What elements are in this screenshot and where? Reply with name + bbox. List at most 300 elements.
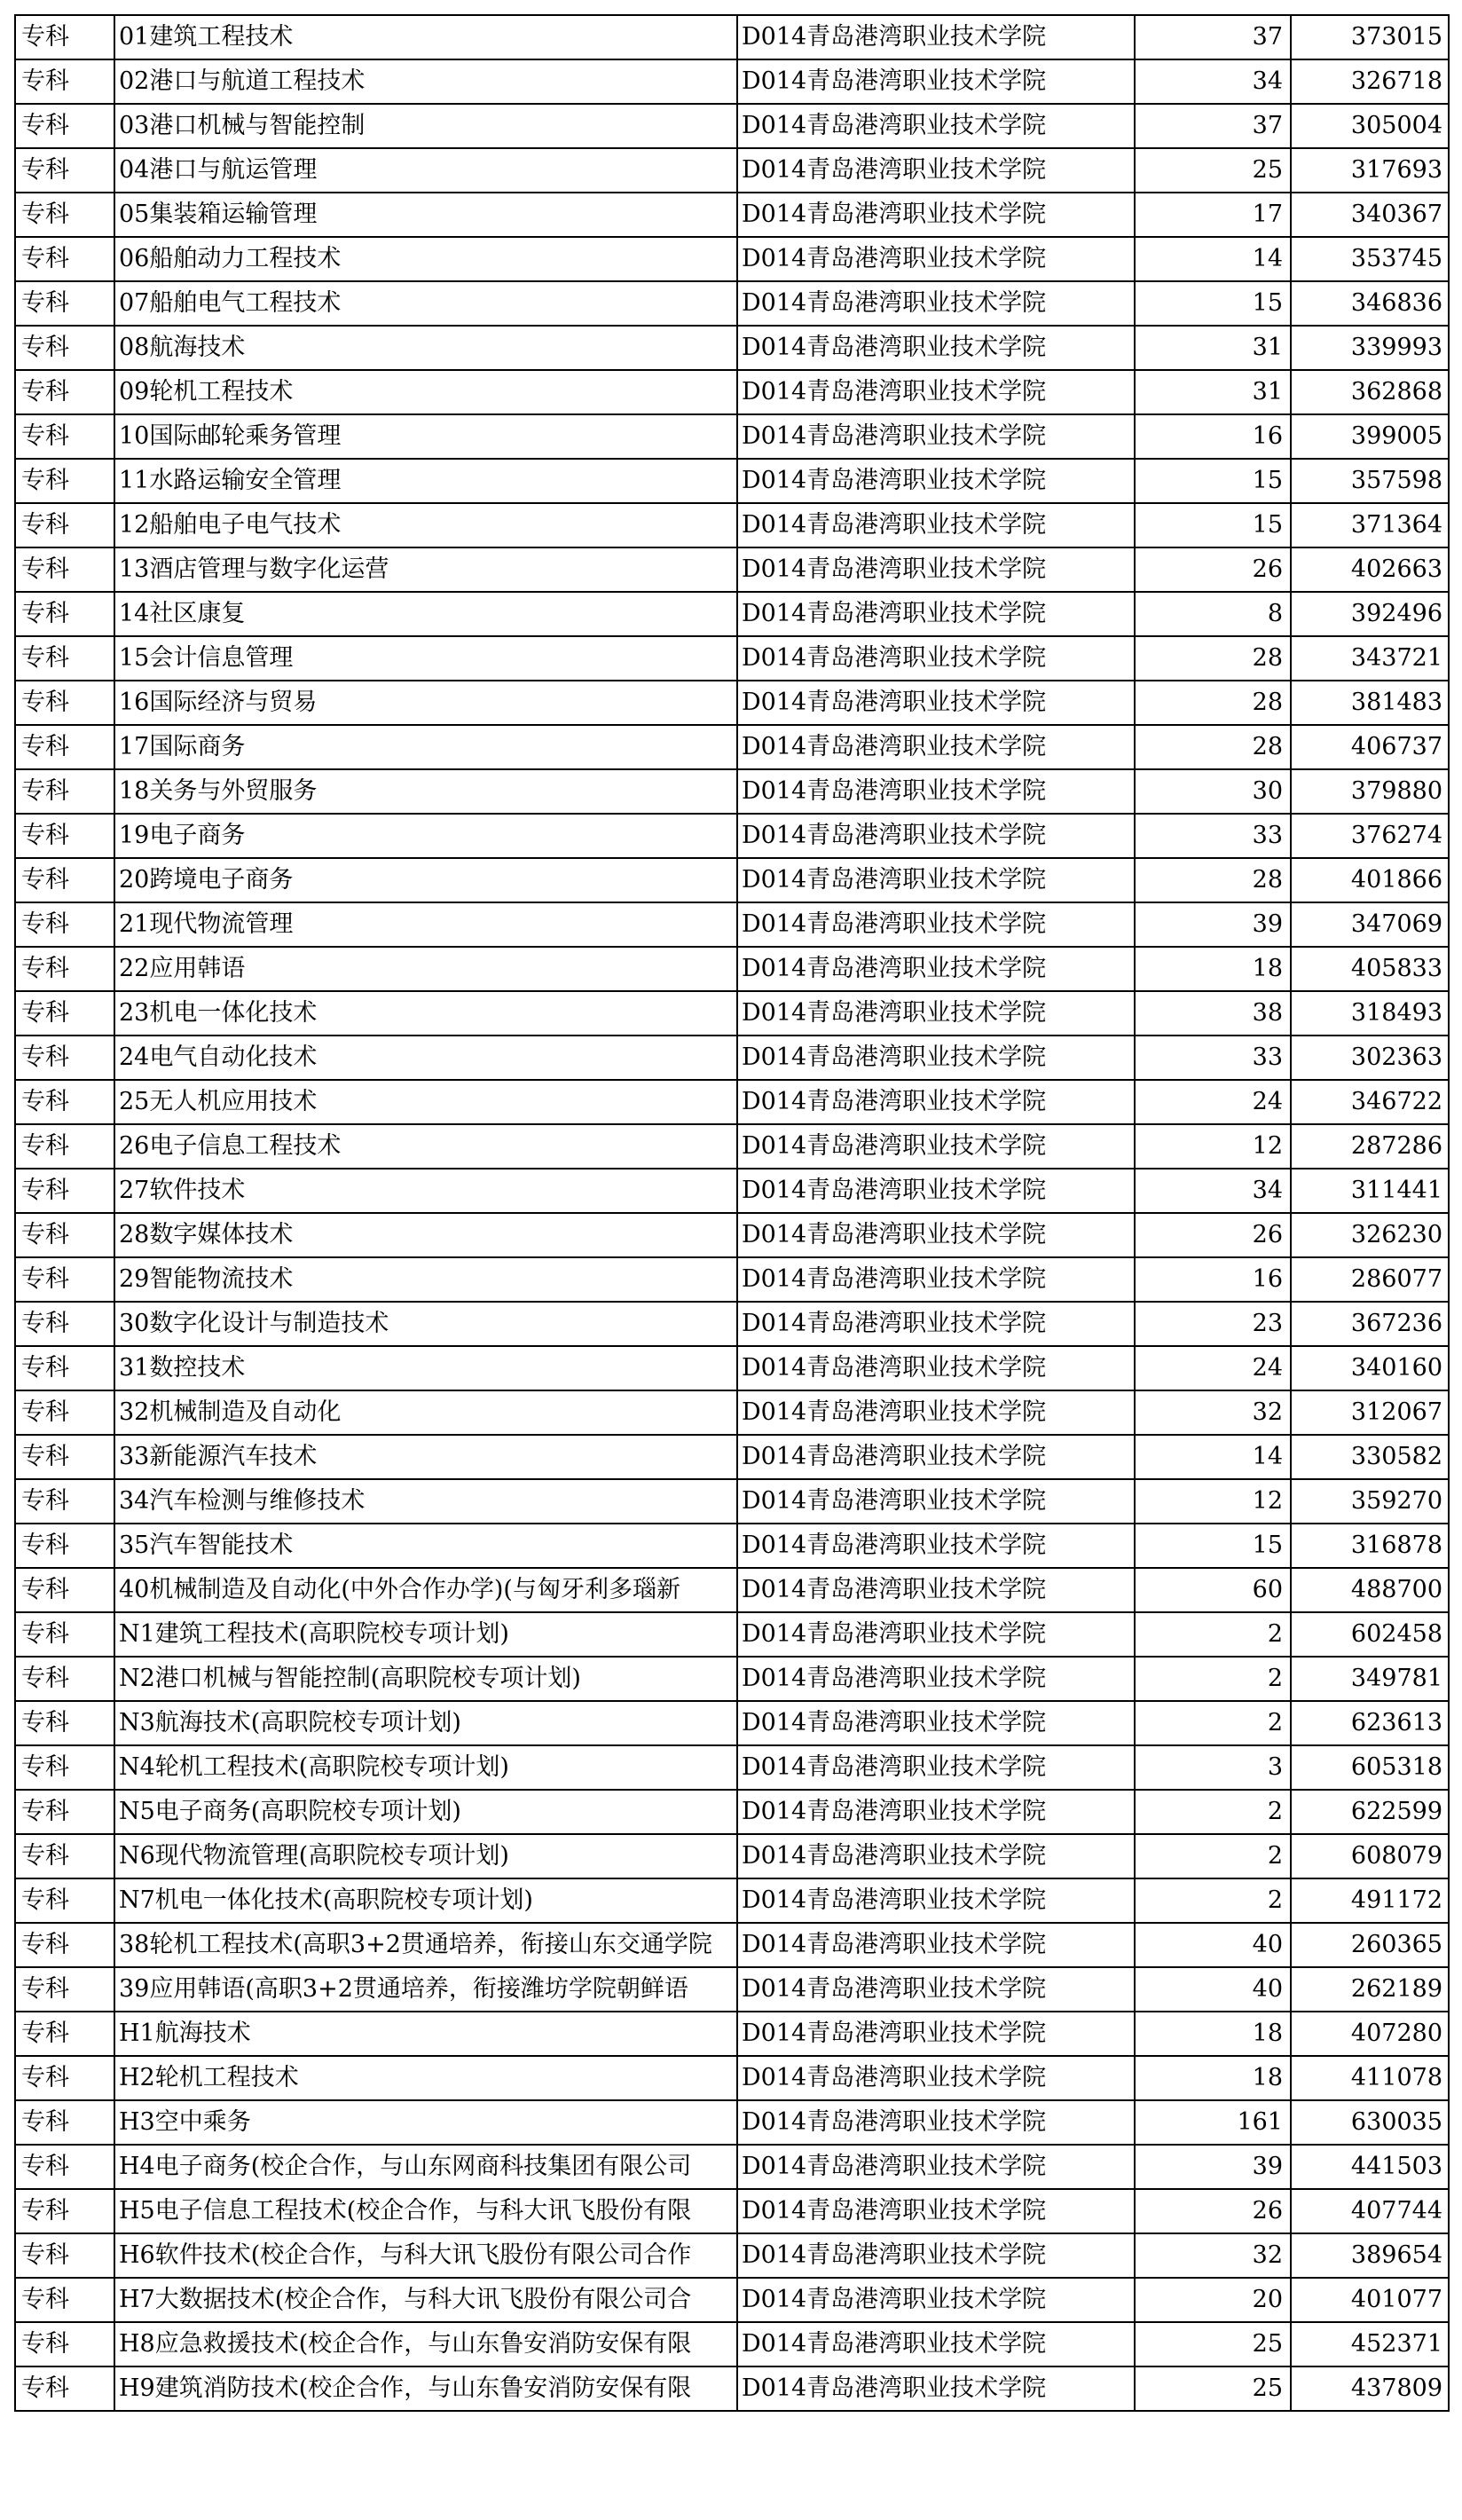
rank-cell: 326230 [1291, 1213, 1449, 1257]
table-row [15, 104, 1449, 148]
level-cell: 专科 [15, 725, 114, 769]
rank-cell: 488700 [1291, 1568, 1449, 1612]
rank-cell: 326718 [1291, 59, 1449, 104]
major-cell: N1建筑工程技术(高职院校专项计划) [114, 1612, 737, 1657]
level-cell: 专科 [15, 769, 114, 814]
table-row [15, 725, 1449, 769]
school-cell: D014青岛港湾职业技术学院 [737, 1169, 1135, 1213]
plan-count-cell: 28 [1135, 858, 1291, 902]
table-row [15, 1213, 1449, 1257]
school-cell: D014青岛港湾职业技术学院 [737, 991, 1135, 1036]
rank-cell: 346836 [1291, 281, 1449, 326]
school-cell: D014青岛港湾职业技术学院 [737, 1878, 1135, 1923]
level-cell: 专科 [15, 1036, 114, 1080]
table-row [15, 1967, 1449, 2012]
level-cell: 专科 [15, 2056, 114, 2100]
major-cell: 11水路运输安全管理 [114, 459, 737, 503]
table-row [15, 1612, 1449, 1657]
rank-cell: 305004 [1291, 104, 1449, 148]
rank-cell: 339993 [1291, 326, 1449, 370]
plan-count-cell: 23 [1135, 1302, 1291, 1346]
plan-count-cell: 18 [1135, 947, 1291, 991]
major-cell: 34汽车检测与维修技术 [114, 1479, 737, 1524]
table-row [15, 414, 1449, 459]
table-row [15, 148, 1449, 193]
rank-cell: 340367 [1291, 193, 1449, 237]
rank-cell: 262189 [1291, 1967, 1449, 2012]
rank-cell: 286077 [1291, 1257, 1449, 1302]
major-cell: 16国际经济与贸易 [114, 681, 737, 725]
rank-cell: 287286 [1291, 1124, 1449, 1169]
plan-count-cell: 2 [1135, 1612, 1291, 1657]
rank-cell: 407744 [1291, 2189, 1449, 2233]
major-cell: H1航海技术 [114, 2012, 737, 2056]
major-cell: H3空中乘务 [114, 2100, 737, 2145]
rank-cell: 359270 [1291, 1479, 1449, 1524]
rank-cell: 402663 [1291, 547, 1449, 592]
table-row [15, 947, 1449, 991]
major-cell: 30数字化设计与制造技术 [114, 1302, 737, 1346]
level-cell: 专科 [15, 547, 114, 592]
school-cell: D014青岛港湾职业技术学院 [737, 1390, 1135, 1435]
school-cell: D014青岛港湾职业技术学院 [737, 1745, 1135, 1790]
table-row [15, 1346, 1449, 1390]
major-cell: 09轮机工程技术 [114, 370, 737, 414]
plan-count-cell: 15 [1135, 281, 1291, 326]
table-row [15, 902, 1449, 947]
major-cell: 05集装箱运输管理 [114, 193, 737, 237]
rank-cell: 605318 [1291, 1745, 1449, 1790]
table-row [15, 1790, 1449, 1834]
school-cell: D014青岛港湾职业技术学院 [737, 2100, 1135, 2145]
plan-count-cell: 3 [1135, 1745, 1291, 1790]
school-cell: D014青岛港湾职业技术学院 [737, 2189, 1135, 2233]
table-row [15, 1701, 1449, 1745]
major-cell: 04港口与航运管理 [114, 148, 737, 193]
table-row [15, 1390, 1449, 1435]
level-cell: 专科 [15, 1479, 114, 1524]
rank-cell: 318493 [1291, 991, 1449, 1036]
level-cell: 专科 [15, 1124, 114, 1169]
major-cell: N4轮机工程技术(高职院校专项计划) [114, 1745, 737, 1790]
plan-count-cell: 26 [1135, 547, 1291, 592]
plan-count-cell: 18 [1135, 2056, 1291, 2100]
level-cell: 专科 [15, 636, 114, 681]
plan-count-cell: 28 [1135, 725, 1291, 769]
level-cell: 专科 [15, 1524, 114, 1568]
school-cell: D014青岛港湾职业技术学院 [737, 814, 1135, 858]
school-cell: D014青岛港湾职业技术学院 [737, 2278, 1135, 2322]
major-cell: H6软件技术(校企合作，与科大讯飞股份有限公司合作 [114, 2233, 737, 2278]
major-cell: 32机械制造及自动化 [114, 1390, 737, 1435]
level-cell: 专科 [15, 104, 114, 148]
school-cell: D014青岛港湾职业技术学院 [737, 2366, 1135, 2411]
rank-cell: 406737 [1291, 725, 1449, 769]
level-cell: 专科 [15, 459, 114, 503]
plan-count-cell: 17 [1135, 193, 1291, 237]
rank-cell: 411078 [1291, 2056, 1449, 2100]
school-cell: D014青岛港湾职业技术学院 [737, 1657, 1135, 1701]
plan-count-cell: 2 [1135, 1834, 1291, 1878]
school-cell: D014青岛港湾职业技术学院 [737, 1612, 1135, 1657]
rank-cell: 312067 [1291, 1390, 1449, 1435]
plan-count-cell: 15 [1135, 459, 1291, 503]
table-row [15, 1169, 1449, 1213]
school-cell: D014青岛港湾职业技术学院 [737, 1302, 1135, 1346]
level-cell: 专科 [15, 1568, 114, 1612]
major-cell: 18关务与外贸服务 [114, 769, 737, 814]
school-cell: D014青岛港湾职业技术学院 [737, 1923, 1135, 1967]
table-row [15, 2189, 1449, 2233]
major-cell: 02港口与航道工程技术 [114, 59, 737, 104]
rank-cell: 343721 [1291, 636, 1449, 681]
level-cell: 专科 [15, 281, 114, 326]
rank-cell: 399005 [1291, 414, 1449, 459]
plan-count-cell: 25 [1135, 2322, 1291, 2366]
major-cell: 17国际商务 [114, 725, 737, 769]
plan-count-cell: 2 [1135, 1657, 1291, 1701]
rank-cell: 623613 [1291, 1701, 1449, 1745]
major-cell: 29智能物流技术 [114, 1257, 737, 1302]
plan-count-cell: 20 [1135, 2278, 1291, 2322]
major-cell: 19电子商务 [114, 814, 737, 858]
table-row [15, 1036, 1449, 1080]
major-cell: 10国际邮轮乘务管理 [114, 414, 737, 459]
level-cell: 专科 [15, 2322, 114, 2366]
rank-cell: 340160 [1291, 1346, 1449, 1390]
level-cell: 专科 [15, 414, 114, 459]
major-cell: 15会计信息管理 [114, 636, 737, 681]
table-row [15, 2012, 1449, 2056]
table-row [15, 15, 1449, 59]
major-cell: 26电子信息工程技术 [114, 1124, 737, 1169]
major-cell: H4电子商务(校企合作，与山东网商科技集团有限公司 [114, 2145, 737, 2189]
rank-cell: 330582 [1291, 1435, 1449, 1479]
table-row [15, 1568, 1449, 1612]
rank-cell: 401866 [1291, 858, 1449, 902]
rank-cell: 346722 [1291, 1080, 1449, 1124]
rank-cell: 347069 [1291, 902, 1449, 947]
rank-cell: 630035 [1291, 2100, 1449, 2145]
school-cell: D014青岛港湾职业技术学院 [737, 1080, 1135, 1124]
plan-count-cell: 15 [1135, 503, 1291, 547]
table-row [15, 2278, 1449, 2322]
major-cell: 23机电一体化技术 [114, 991, 737, 1036]
major-cell: 20跨境电子商务 [114, 858, 737, 902]
level-cell: 专科 [15, 814, 114, 858]
table-row [15, 1745, 1449, 1790]
rank-cell: 376274 [1291, 814, 1449, 858]
table-row [15, 459, 1449, 503]
level-cell: 专科 [15, 59, 114, 104]
table-row [15, 2366, 1449, 2411]
rank-cell: 389654 [1291, 2233, 1449, 2278]
plan-count-cell: 34 [1135, 59, 1291, 104]
major-cell: 07船舶电气工程技术 [114, 281, 737, 326]
rank-cell: 407280 [1291, 2012, 1449, 2056]
major-cell: 27软件技术 [114, 1169, 737, 1213]
rank-cell: 316878 [1291, 1524, 1449, 1568]
school-cell: D014青岛港湾职业技术学院 [737, 459, 1135, 503]
table-row [15, 814, 1449, 858]
plan-count-cell: 28 [1135, 681, 1291, 725]
level-cell: 专科 [15, 2233, 114, 2278]
rank-cell: 379880 [1291, 769, 1449, 814]
level-cell: 专科 [15, 370, 114, 414]
rank-cell: 491172 [1291, 1878, 1449, 1923]
school-cell: D014青岛港湾职业技术学院 [737, 2012, 1135, 2056]
table-row [15, 59, 1449, 104]
plan-count-cell: 33 [1135, 814, 1291, 858]
major-cell: 31数控技术 [114, 1346, 737, 1390]
level-cell: 专科 [15, 2145, 114, 2189]
school-cell: D014青岛港湾职业技术学院 [737, 2056, 1135, 2100]
major-cell: 28数字媒体技术 [114, 1213, 737, 1257]
school-cell: D014青岛港湾职业技术学院 [737, 1346, 1135, 1390]
rank-cell: 437809 [1291, 2366, 1449, 2411]
rank-cell: 392496 [1291, 592, 1449, 636]
table-row [15, 370, 1449, 414]
plan-count-cell: 26 [1135, 1213, 1291, 1257]
table-row [15, 681, 1449, 725]
level-cell: 专科 [15, 858, 114, 902]
table-row [15, 2233, 1449, 2278]
school-cell: D014青岛港湾职业技术学院 [737, 1834, 1135, 1878]
major-cell: 25无人机应用技术 [114, 1080, 737, 1124]
plan-count-cell: 39 [1135, 902, 1291, 947]
level-cell: 专科 [15, 947, 114, 991]
school-cell: D014青岛港湾职业技术学院 [737, 2233, 1135, 2278]
major-cell: N2港口机械与智能控制(高职院校专项计划) [114, 1657, 737, 1701]
table-row [15, 2145, 1449, 2189]
plan-count-cell: 16 [1135, 414, 1291, 459]
major-cell: 33新能源汽车技术 [114, 1435, 737, 1479]
plan-count-cell: 34 [1135, 1169, 1291, 1213]
level-cell: 专科 [15, 991, 114, 1036]
level-cell: 专科 [15, 2012, 114, 2056]
school-cell: D014青岛港湾职业技术学院 [737, 636, 1135, 681]
major-cell: N6现代物流管理(高职院校专项计划) [114, 1834, 737, 1878]
rank-cell: 371364 [1291, 503, 1449, 547]
school-cell: D014青岛港湾职业技术学院 [737, 1524, 1135, 1568]
table-row [15, 636, 1449, 681]
table-row [15, 1479, 1449, 1524]
level-cell: 专科 [15, 592, 114, 636]
school-cell: D014青岛港湾职业技术学院 [737, 902, 1135, 947]
school-cell: D014青岛港湾职业技术学院 [737, 547, 1135, 592]
plan-count-cell: 14 [1135, 237, 1291, 281]
table-row [15, 1923, 1449, 1967]
level-cell: 专科 [15, 1701, 114, 1745]
plan-count-cell: 16 [1135, 1257, 1291, 1302]
rank-cell: 401077 [1291, 2278, 1449, 2322]
major-cell: 22应用韩语 [114, 947, 737, 991]
major-cell: 12船舶电子电气技术 [114, 503, 737, 547]
school-cell: D014青岛港湾职业技术学院 [737, 1479, 1135, 1524]
level-cell: 专科 [15, 2278, 114, 2322]
rank-cell: 260365 [1291, 1923, 1449, 1967]
table-row [15, 1257, 1449, 1302]
rank-cell: 362868 [1291, 370, 1449, 414]
plan-count-cell: 26 [1135, 2189, 1291, 2233]
level-cell: 专科 [15, 1213, 114, 1257]
school-cell: D014青岛港湾职业技术学院 [737, 1435, 1135, 1479]
level-cell: 专科 [15, 15, 114, 59]
table-row [15, 592, 1449, 636]
school-cell: D014青岛港湾职业技术学院 [737, 2322, 1135, 2366]
table-row [15, 1435, 1449, 1479]
major-cell: 24电气自动化技术 [114, 1036, 737, 1080]
table-row [15, 281, 1449, 326]
level-cell: 专科 [15, 1080, 114, 1124]
school-cell: D014青岛港湾职业技术学院 [737, 769, 1135, 814]
table-row [15, 1524, 1449, 1568]
level-cell: 专科 [15, 1745, 114, 1790]
admission-table-body [15, 15, 1449, 2411]
plan-count-cell: 2 [1135, 1701, 1291, 1745]
level-cell: 专科 [15, 902, 114, 947]
plan-count-cell: 2 [1135, 1790, 1291, 1834]
plan-count-cell: 33 [1135, 1036, 1291, 1080]
school-cell: D014青岛港湾职业技术学院 [737, 414, 1135, 459]
rank-cell: 311441 [1291, 1169, 1449, 1213]
level-cell: 专科 [15, 1878, 114, 1923]
table-row [15, 1834, 1449, 1878]
school-cell: D014青岛港湾职业技术学院 [737, 725, 1135, 769]
school-cell: D014青岛港湾职业技术学院 [737, 1967, 1135, 2012]
table-row [15, 547, 1449, 592]
school-cell: D014青岛港湾职业技术学院 [737, 1257, 1135, 1302]
level-cell: 专科 [15, 2366, 114, 2411]
school-cell: D014青岛港湾职业技术学院 [737, 148, 1135, 193]
major-cell: 38轮机工程技术(高职3+2贯通培养，衔接山东交通学院 [114, 1923, 737, 1967]
plan-count-cell: 24 [1135, 1346, 1291, 1390]
level-cell: 专科 [15, 1169, 114, 1213]
level-cell: 专科 [15, 681, 114, 725]
plan-count-cell: 40 [1135, 1923, 1291, 1967]
major-cell: 03港口机械与智能控制 [114, 104, 737, 148]
rank-cell: 441503 [1291, 2145, 1449, 2189]
plan-count-cell: 24 [1135, 1080, 1291, 1124]
level-cell: 专科 [15, 1923, 114, 1967]
level-cell: 专科 [15, 1834, 114, 1878]
table-row [15, 326, 1449, 370]
table-row [15, 1302, 1449, 1346]
school-cell: D014青岛港湾职业技术学院 [737, 1701, 1135, 1745]
plan-count-cell: 12 [1135, 1124, 1291, 1169]
table-row [15, 1657, 1449, 1701]
major-cell: 35汽车智能技术 [114, 1524, 737, 1568]
major-cell: 08航海技术 [114, 326, 737, 370]
level-cell: 专科 [15, 1346, 114, 1390]
major-cell: N7机电一体化技术(高职院校专项计划) [114, 1878, 737, 1923]
major-cell: H8应急救援技术(校企合作，与山东鲁安消防安保有限 [114, 2322, 737, 2366]
level-cell: 专科 [15, 1435, 114, 1479]
school-cell: D014青岛港湾职业技术学院 [737, 1790, 1135, 1834]
major-cell: 14社区康复 [114, 592, 737, 636]
rank-cell: 373015 [1291, 15, 1449, 59]
plan-count-cell: 31 [1135, 326, 1291, 370]
level-cell: 专科 [15, 1302, 114, 1346]
school-cell: D014青岛港湾职业技术学院 [737, 1036, 1135, 1080]
plan-count-cell: 2 [1135, 1878, 1291, 1923]
rank-cell: 357598 [1291, 459, 1449, 503]
school-cell: D014青岛港湾职业技术学院 [737, 59, 1135, 104]
major-cell: 13酒店管理与数字化运营 [114, 547, 737, 592]
admission-table [14, 14, 1450, 2412]
plan-count-cell: 25 [1135, 148, 1291, 193]
table-row [15, 991, 1449, 1036]
plan-count-cell: 8 [1135, 592, 1291, 636]
school-cell: D014青岛港湾职业技术学院 [737, 326, 1135, 370]
table-row [15, 193, 1449, 237]
level-cell: 专科 [15, 2189, 114, 2233]
table-row [15, 1080, 1449, 1124]
plan-count-cell: 18 [1135, 2012, 1291, 2056]
school-cell: D014青岛港湾职业技术学院 [737, 104, 1135, 148]
major-cell: 01建筑工程技术 [114, 15, 737, 59]
table-row [15, 2100, 1449, 2145]
major-cell: 39应用韩语(高职3+2贯通培养，衔接潍坊学院朝鲜语 [114, 1967, 737, 2012]
plan-count-cell: 39 [1135, 2145, 1291, 2189]
plan-count-cell: 60 [1135, 1568, 1291, 1612]
table-row [15, 2322, 1449, 2366]
level-cell: 专科 [15, 503, 114, 547]
rank-cell: 349781 [1291, 1657, 1449, 1701]
rank-cell: 317693 [1291, 148, 1449, 193]
plan-count-cell: 31 [1135, 370, 1291, 414]
plan-count-cell: 25 [1135, 2366, 1291, 2411]
level-cell: 专科 [15, 148, 114, 193]
major-cell: N3航海技术(高职院校专项计划) [114, 1701, 737, 1745]
rank-cell: 602458 [1291, 1612, 1449, 1657]
plan-count-cell: 38 [1135, 991, 1291, 1036]
plan-count-cell: 37 [1135, 104, 1291, 148]
school-cell: D014青岛港湾职业技术学院 [737, 681, 1135, 725]
plan-count-cell: 28 [1135, 636, 1291, 681]
school-cell: D014青岛港湾职业技术学院 [737, 2145, 1135, 2189]
table-row [15, 769, 1449, 814]
school-cell: D014青岛港湾职业技术学院 [737, 1568, 1135, 1612]
level-cell: 专科 [15, 1967, 114, 2012]
school-cell: D014青岛港湾职业技术学院 [737, 503, 1135, 547]
school-cell: D014青岛港湾职业技术学院 [737, 370, 1135, 414]
table-row [15, 858, 1449, 902]
plan-count-cell: 12 [1135, 1479, 1291, 1524]
plan-count-cell: 32 [1135, 1390, 1291, 1435]
school-cell: D014青岛港湾职业技术学院 [737, 947, 1135, 991]
major-cell: H5电子信息工程技术(校企合作，与科大讯飞股份有限 [114, 2189, 737, 2233]
rank-cell: 622599 [1291, 1790, 1449, 1834]
rank-cell: 608079 [1291, 1834, 1449, 1878]
major-cell: H2轮机工程技术 [114, 2056, 737, 2100]
level-cell: 专科 [15, 1390, 114, 1435]
major-cell: N5电子商务(高职院校专项计划) [114, 1790, 737, 1834]
major-cell: 21现代物流管理 [114, 902, 737, 947]
rank-cell: 405833 [1291, 947, 1449, 991]
major-cell: H9建筑消防技术(校企合作，与山东鲁安消防安保有限 [114, 2366, 737, 2411]
level-cell: 专科 [15, 1657, 114, 1701]
school-cell: D014青岛港湾职业技术学院 [737, 592, 1135, 636]
table-row [15, 503, 1449, 547]
rank-cell: 302363 [1291, 1036, 1449, 1080]
table-row [15, 1878, 1449, 1923]
rank-cell: 353745 [1291, 237, 1449, 281]
level-cell: 专科 [15, 1612, 114, 1657]
major-cell: 06船舶动力工程技术 [114, 237, 737, 281]
table-row [15, 2056, 1449, 2100]
major-cell: H7大数据技术(校企合作，与科大讯飞股份有限公司合 [114, 2278, 737, 2322]
